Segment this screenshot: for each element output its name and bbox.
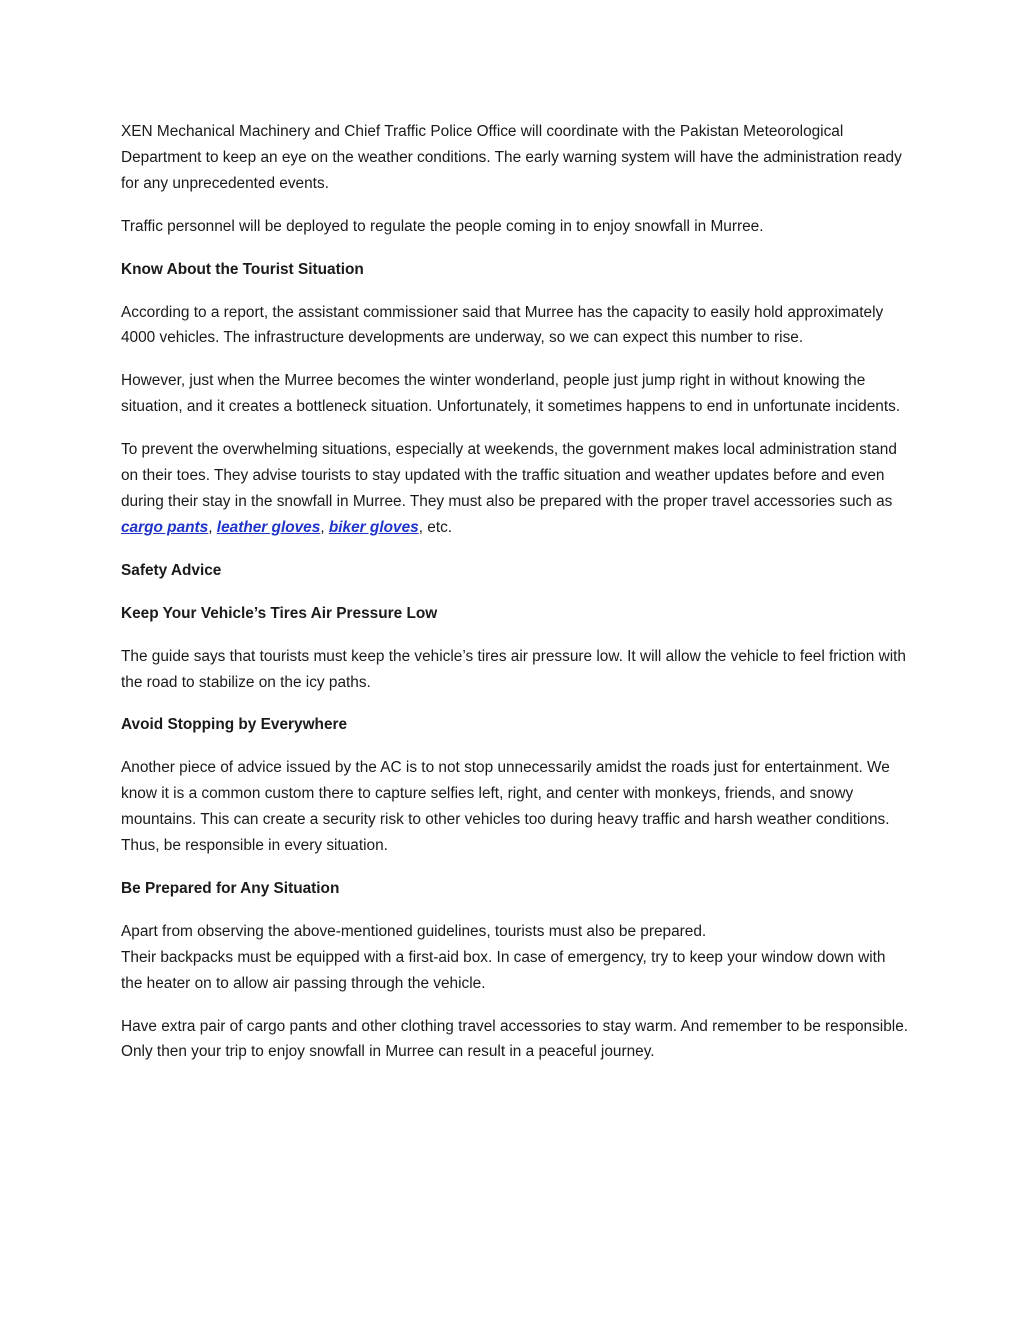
link-separator: , xyxy=(320,518,329,536)
prevent-paragraph-text: To prevent the overwhelming situations, especially at weekends, the government makes local administration stand on their toes. They advise tourists to stay updated with the traffic situation and weather updates before and even during their stay in the snowfall in Murree. They must also be prepared with the proper travel accessories such as xyxy=(121,441,897,510)
bottleneck-paragraph: However, just when the Murree becomes the winter wonderland, people just jump right in without knowing the situation, and it creates a bottleneck situation. Unfortunately, it sometimes happens to end in unfortunate incidents. xyxy=(121,372,901,416)
heading-tires-pressure: Keep Your Vehicle’s Tires Air Pressure Low xyxy=(121,604,438,622)
heading-safety-advice: Safety Advice xyxy=(121,561,222,579)
link-separator: , xyxy=(208,518,217,536)
heading-avoid-stopping: Avoid Stopping by Everywhere xyxy=(121,716,348,734)
document-page xyxy=(121,119,911,1082)
intro-paragraph: XEN Mechanical Machinery and Chief Traffic Police Office will coordinate with the Pakistan Meteorological Department to keep an eye on the weather conditions. The early warning system will have the administration ready for any unprecedented events. xyxy=(121,123,902,192)
capacity-paragraph: According to a report, the assistant commissioner said that Murree has the capacity to easily hold approximately 4000 vehicles. The infrastructure developments are underway, so we can expect this number to rise. xyxy=(121,303,884,347)
stopping-paragraph: Another piece of advice issued by the AC is to not stop unnecessarily amidst the roads just for entertainment. We know it is a common custom there to capture selfies left, right, and center with monkeys, friends, and snowy mountains. This can create a security risk to other vehicles too during heavy traffic and harsh weather conditions. Thus, be responsible in every situation. xyxy=(121,759,890,855)
cargo-pants-link[interactable]: cargo pants xyxy=(121,518,209,536)
traffic-paragraph: Traffic personnel will be deployed to regulate the people coming in to enjoy snowfall in Murree. xyxy=(121,217,764,235)
leather-gloves-link[interactable]: leather gloves xyxy=(216,518,321,536)
prepared-paragraph xyxy=(121,919,911,997)
prevent-paragraph xyxy=(121,437,911,541)
tires-paragraph: The guide says that tourists must keep the vehicle’s tires air pressure low. It will allow the vehicle to feel friction with the road to stabilize on the icy paths. xyxy=(121,647,906,691)
heading-be-prepared: Be Prepared for Any Situation xyxy=(121,879,340,897)
biker-gloves-link[interactable]: biker gloves xyxy=(328,518,419,536)
closing-paragraph: Have extra pair of cargo pants and other clothing travel accessories to stay warm. And remember to be responsible. Only then your trip to enjoy snowfall in Murree can result in a peaceful journey. xyxy=(121,1017,909,1061)
prevent-paragraph-ending: , etc. xyxy=(418,518,453,536)
prepared-line-1: Apart from observing the above-mentioned guidelines, tourists must also be prepared. xyxy=(121,922,707,940)
heading-tourist-situation: Know About the Tourist Situation xyxy=(121,260,364,278)
prepared-line-2: Their backpacks must be equipped with a first-aid box. In case of emergency, try to keep your window down with the heater on to allow air passing through the vehicle. xyxy=(121,948,886,992)
